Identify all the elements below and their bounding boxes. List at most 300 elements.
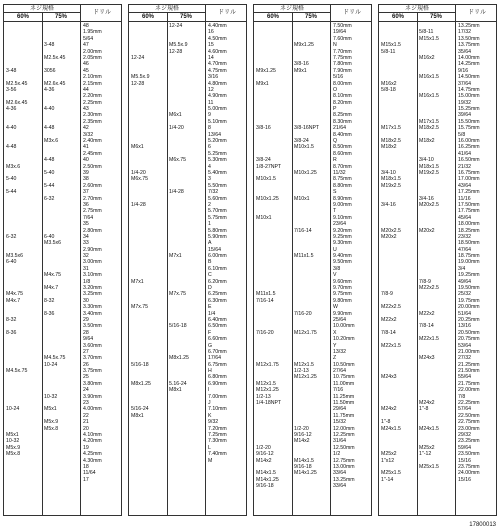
drill-size-cell: 2.80mm <box>83 227 102 234</box>
drill-size-cell: 7.50mm <box>333 23 352 29</box>
tap-75-cell: M18x2.5 <box>419 125 439 132</box>
drill-size-cell: 23/64 <box>333 221 346 228</box>
drill-size-cell: 5/16 <box>333 74 344 81</box>
drill-size-cell: 7.90mm <box>333 67 352 74</box>
drill-size-cell: 6.30mm <box>208 297 227 304</box>
drill-size-cell: 1.95mm <box>83 29 102 36</box>
tap-75-cell: M22x2 <box>419 310 435 317</box>
drill-size-cell: 5.70mm <box>208 208 227 215</box>
drill-size-cell: 4.70mm <box>208 61 227 68</box>
tap-60-cell: 3/4-16 <box>381 201 396 208</box>
drill-size-cell: 18 <box>83 463 89 470</box>
drill-size-cell: 11/16 <box>458 195 471 202</box>
drill-size-cell: 11/64 <box>83 470 96 477</box>
drill-size-cell: 13.25mm <box>333 476 355 483</box>
drill-size-cell: 23.50mm <box>458 451 480 458</box>
tap-60-cell: 3-56 <box>6 86 17 93</box>
drill-size-cell: 3.75mm <box>83 368 102 375</box>
drill-size-cell: 2.10mm <box>83 74 102 81</box>
tap-60-cell: 8-36 <box>6 329 17 336</box>
drill-size-cell: 43/64 <box>458 182 471 189</box>
drill-size-cell: 4.50mm <box>208 35 227 42</box>
drill-size-cell: 5.60mm <box>208 195 227 202</box>
drill-size-cell: 20.75mm <box>458 336 480 343</box>
drill-size-cell: 12 <box>208 86 214 93</box>
drill-size-cell: 25/32 <box>458 291 471 298</box>
drill-size-cell: 9/64 <box>83 336 94 343</box>
drill-size-cell: 9.90mm <box>333 310 352 317</box>
tap-75-cell: 1/4-28 <box>169 189 184 196</box>
drill-size-cell: B <box>208 259 212 266</box>
drill-size-cell: 21/64 <box>333 125 346 132</box>
tap-60-cell: 1/4-18NPT <box>256 400 282 407</box>
tap-75-cell: 3/8-16 <box>294 61 309 68</box>
tap-60-cell: 3-48 <box>6 67 17 74</box>
tap-60-cell: 1/2-20 <box>256 444 271 451</box>
drill-size-cell: 5.40mm <box>208 169 227 176</box>
drill-size-cell: 4 <box>208 163 211 170</box>
drill-size-cell: 3.90mm <box>83 393 102 400</box>
drill-size-cell: 9.30mm <box>333 240 352 247</box>
tap-60-cell: M12x1.25 <box>256 387 279 394</box>
tap-60-cell: 1"x12 <box>381 457 395 464</box>
tap-75-cell: M5x.9 <box>44 419 59 426</box>
tap-60-cell: M2.5x.45 <box>6 80 28 87</box>
tap-60-cell: 3/8-24 <box>256 157 271 164</box>
drill-size-cell: 1 <box>208 221 211 228</box>
drill-size-cell: 37/64 <box>458 80 471 87</box>
drill-size-cell: 7.25mm <box>208 432 227 438</box>
drill-size-cell: 22 <box>83 412 89 419</box>
tap-75-cell: 9/16-12 <box>294 432 312 438</box>
table-row <box>129 464 247 470</box>
drill-size-cell: 4.75mm <box>208 67 227 74</box>
drill-size-cell: 17.50mm <box>458 201 480 208</box>
drill-size-cell: 8.40mm <box>333 131 352 138</box>
tap-75-cell: 1/4-20 <box>169 125 184 132</box>
tap-60-cell: 1/2-13 <box>256 393 271 400</box>
tap-60-cell: 7/8-9 <box>381 291 393 298</box>
drill-size-cell: 8.50mm <box>333 144 352 151</box>
drill-size-cell: 9.00mm <box>333 201 352 208</box>
tap-75-cell: M9x1.25 <box>294 42 314 49</box>
footer-code: 17800013 <box>469 522 496 528</box>
drill-size-cell: 2.60mm <box>83 182 102 189</box>
header-drill-size: ドリル <box>205 5 247 22</box>
drill-size-cell: 12.00mm <box>333 425 355 432</box>
tap-75-cell: M8x1 <box>169 387 182 394</box>
tap-60-cell: 10-32 <box>6 438 20 445</box>
tap-60-cell: M5.5x.9 <box>131 74 150 81</box>
drill-size-cell: 19/64 <box>333 29 346 36</box>
tap-60-cell: M24x1.5 <box>381 425 401 432</box>
header-75: 75% <box>179 14 192 20</box>
tap-75-cell: 12-28 <box>169 48 183 55</box>
drill-size-cell: 29/64 <box>333 406 346 413</box>
drill-size-cell: 23/32 <box>458 233 471 240</box>
tap-60-cell: M10x1.5 <box>256 176 276 183</box>
tap-60-cell: M4.5x.75 <box>6 368 28 375</box>
tap-75-cell: M10x1.5 <box>294 144 314 151</box>
drill-size-cell: 35/64 <box>458 48 471 55</box>
rows <box>129 23 247 470</box>
drill-size-cell: 29/32 <box>458 432 471 438</box>
tap-60-cell: M7x1 <box>131 278 144 285</box>
tap-75-cell: M17x1.5 <box>419 118 439 125</box>
tap-75-cell: 7/16-20 <box>294 310 312 317</box>
drill-size-cell: 6.20mm <box>208 278 227 285</box>
drill-size-cell: 5.25mm <box>208 150 227 157</box>
drill-size-cell: 11.50mm <box>333 400 355 407</box>
drill-size-cell: 29 <box>83 316 89 323</box>
drill-size-cell: 14.50mm <box>458 74 480 81</box>
drill-size-cell: 21 <box>83 419 89 426</box>
drill-size-cell: 38 <box>83 176 89 183</box>
drill-size-cell: 4.80mm <box>208 80 227 87</box>
rows <box>254 23 372 490</box>
drill-size-cell: 4.10mm <box>83 432 102 438</box>
header-75: 75% <box>304 14 317 20</box>
drill-size-cell: 6.10mm <box>208 265 227 272</box>
drill-size-cell: 10.50mm <box>333 361 355 368</box>
drill-size-cell: 7.20mm <box>208 425 227 432</box>
drill-size-cell: 7/16 <box>333 387 344 394</box>
tap-60-cell: 1/8-27NPT <box>256 163 282 170</box>
drill-size-cell: 6.75mm <box>208 361 227 368</box>
drill-size-cell: 5/8 <box>458 131 466 138</box>
drill-size-cell: 16.75mm <box>458 169 480 176</box>
drill-size-cell: 42 <box>83 125 89 132</box>
drill-size-cell: 15/16 <box>458 457 471 464</box>
drill-size-cell: 44 <box>83 86 89 93</box>
drill-size-cell: 2.40mm <box>83 138 102 145</box>
tap-75-cell: M22x1.5 <box>419 336 439 343</box>
drill-size-cell: 5.10mm <box>208 118 227 125</box>
tap-60-cell: 5-44 <box>6 189 17 196</box>
drill-size-cell: 8.60mm <box>333 150 352 157</box>
drill-size-cell: 23.25mm <box>458 438 480 445</box>
drill-size-cell: 12.25mm <box>333 432 355 438</box>
drill-size-cell: 3.70mm <box>83 355 102 362</box>
tap-75-cell: 6-40 <box>44 233 55 240</box>
drill-size-cell: 19.75mm <box>458 297 480 304</box>
drill-size-cell: 6.80mm <box>208 374 227 381</box>
drill-size-cell: 3/8 <box>333 265 341 272</box>
drill-size-cell: 15/16 <box>458 476 471 483</box>
drill-size-cell: 4.40mm <box>208 23 227 29</box>
drill-size-cell: E <box>208 304 212 311</box>
tap-75-cell: 3-48 <box>44 42 55 49</box>
drill-size-cell: 12.75mm <box>333 457 355 464</box>
drill-size-cell: 9.10mm <box>333 214 352 221</box>
tap-75-cell: M6x1 <box>169 112 182 119</box>
tap-75-cell: 3056 <box>44 67 56 74</box>
tap-75-cell: 6-32 <box>44 195 55 202</box>
tap-75-cell: 3/4-16 <box>419 195 434 202</box>
drill-size-cell: 4.20mm <box>83 438 102 445</box>
table-row <box>254 483 372 489</box>
drill-size-cell: 22.75mm <box>458 419 480 426</box>
drill-size-cell: 5.20mm <box>208 138 227 145</box>
drill-size-cell: 7/8 <box>458 393 466 400</box>
drill-size-cell: Q <box>333 138 338 145</box>
drill-size-cell: 2.70mm <box>83 195 102 202</box>
tap-75-cell: M20x2.5 <box>419 201 439 208</box>
drill-size-cell: 21.75mm <box>458 380 480 387</box>
tap-75-cell: 7/8-14 <box>419 323 434 330</box>
tap-60-cell: M12x1.75 <box>256 361 279 368</box>
drill-size-cell: 15/32 <box>333 419 346 426</box>
drill-size-cell: 8 <box>208 125 211 132</box>
tap-60-cell: M18x1.5 <box>381 176 401 183</box>
header-drill-size: ドリル <box>80 5 122 22</box>
drill-size-cell: 7.00mm <box>208 393 227 400</box>
tap-60-cell: 7/8-14 <box>381 329 396 336</box>
drill-size-cell: 3.60mm <box>83 342 102 349</box>
drill-size-cell: Y <box>333 342 337 349</box>
drill-size-cell: 32 <box>83 253 89 260</box>
tap-60-cell: 5/16-18 <box>131 361 149 368</box>
drill-size-cell: 26 <box>83 361 89 368</box>
tap-75-cell: M24x2 <box>419 400 435 407</box>
tap-75-cell: 3/8-16NPT <box>294 125 320 132</box>
tap-75-cell: M20x2 <box>419 227 435 234</box>
drill-size-cell: 2.25mm <box>83 99 102 106</box>
drill-size-cell: 19.50mm <box>458 285 480 292</box>
header-60: 60% <box>141 14 154 20</box>
drill-size-cell: 17.75mm <box>458 208 480 215</box>
tap-60-cell: M11x1.5 <box>256 291 276 298</box>
drill-size-cell: H <box>208 368 212 375</box>
drill-size-cell: 23.00mm <box>458 425 480 432</box>
drill-size-cell: 20 <box>83 425 89 432</box>
tap-60-cell: 4-48 <box>6 144 17 151</box>
tap-60-cell: 1/4-20 <box>131 169 146 176</box>
drill-size-cell: S <box>333 189 337 196</box>
tap-60-cell: M24x3 <box>381 374 397 381</box>
tap-75-cell: 9/16-18 <box>294 463 312 470</box>
tap-60-cell: M17x1.5 <box>381 125 401 132</box>
drill-size-cell: T <box>333 208 337 215</box>
drill-size-cell: 31 <box>83 265 89 272</box>
drill-size-cell: 6.00mm <box>208 253 227 260</box>
drill-size-cell: 1/2 <box>333 451 341 458</box>
tap-75-cell: M12x1.75 <box>294 329 317 336</box>
drill-size-cell: 2.20mm <box>83 93 102 100</box>
tap-60-cell: M14x1.5 <box>256 470 276 477</box>
tap-75-cell: 5-44 <box>44 182 55 189</box>
drill-size-cell: 11.75mm <box>333 412 355 419</box>
tap-75-cell: 10-32 <box>44 393 58 400</box>
tap-60-cell: 5-40 <box>6 176 17 183</box>
tap-60-cell: 3/8-16 <box>256 125 271 132</box>
drill-size-cell: 24.00mm <box>458 470 480 477</box>
tap-75-cell: M12x1.25 <box>294 374 317 381</box>
panel-2 <box>128 4 247 516</box>
tap-75-cell: M4.5x.75 <box>44 355 66 362</box>
drill-size-cell: 9/16 <box>458 67 469 74</box>
drill-size-cell: 27/32 <box>458 355 471 362</box>
drill-size-cell: 3/32 <box>83 131 94 138</box>
tap-60-cell: 5/8-11 <box>381 48 396 55</box>
header-title: ネジ規格 <box>254 5 330 13</box>
drill-size-cell: 17.00mm <box>458 176 480 183</box>
tap-75-cell: M5x.8 <box>44 425 59 432</box>
drill-size-cell: 2.00mm <box>83 48 102 55</box>
drill-size-cell: 41 <box>83 144 89 151</box>
tap-60-cell: M25x1.5 <box>381 470 401 477</box>
drill-size-cell: 11/32 <box>333 169 346 176</box>
drill-size-cell: 7.75mm <box>333 54 352 61</box>
table-row <box>4 477 122 483</box>
tap-60-cell: M5x.9 <box>6 444 21 451</box>
drill-size-cell: 19.00mm <box>458 259 480 266</box>
drill-size-cell: 4.30mm <box>83 457 102 464</box>
drill-size-cell: 45/64 <box>458 214 471 221</box>
drill-size-cell: 9.40mm <box>333 253 352 260</box>
drill-size-cell: U <box>333 246 337 253</box>
drill-size-cell: 17/32 <box>458 29 471 36</box>
tap-75-cell: M14x2 <box>294 438 310 445</box>
header-60: 60% <box>16 14 29 20</box>
drill-size-cell: 14.25mm <box>458 61 480 68</box>
tap-75-cell: 1/2-20 <box>294 425 309 432</box>
tap-60-cell: 5/16-24 <box>131 406 149 413</box>
drill-size-cell: 8.75mm <box>333 176 352 183</box>
tap-60-cell: M22x1.5 <box>381 342 401 349</box>
tap-75-cell: 8-36 <box>44 310 55 317</box>
drill-size-cell: 13.75mm <box>458 42 480 49</box>
drill-size-cell: 43 <box>83 106 89 113</box>
drill-size-cell: 27/64 <box>333 368 346 375</box>
drill-size-cell: 17.25mm <box>458 189 480 196</box>
tap-75-cell: 8-32 <box>44 297 55 304</box>
drill-size-cell: 7/32 <box>208 189 219 196</box>
tap-75-cell: M25x2 <box>419 444 435 451</box>
tap-75-cell: 1"-8 <box>419 406 429 413</box>
tap-60-cell: M2.6x.45 <box>6 99 28 106</box>
drill-size-cell: D <box>208 285 212 292</box>
tap-75-cell: M14x1.5 <box>294 457 314 464</box>
drill-size-cell: 18.75mm <box>458 253 480 260</box>
tap-75-cell: M7x.75 <box>169 291 187 298</box>
drill-size-cell: 35 <box>83 221 89 228</box>
tap-60-cell: 4-36 <box>6 106 17 113</box>
drill-size-cell: 46 <box>83 61 89 68</box>
drill-size-cell: 31/64 <box>333 438 346 445</box>
drill-size-cell: 27 <box>83 348 89 355</box>
tap-75-cell: 4-36 <box>44 86 55 93</box>
tap-75-cell: 5/8-11 <box>419 29 434 36</box>
header-drill-size: ドリル <box>330 5 372 22</box>
drill-size-cell: 45 <box>83 67 89 74</box>
drill-size-cell: 39 <box>83 169 89 176</box>
drill-size-cell: 3.50mm <box>83 323 102 330</box>
drill-size-cell: 21.00mm <box>458 348 480 355</box>
tap-75-cell: M8x1.25 <box>169 355 189 362</box>
drill-size-cell: 20.00mm <box>458 304 480 311</box>
drill-size-cell: 21/32 <box>458 163 471 170</box>
tap-60-cell: M7x.75 <box>131 304 149 311</box>
tap-60-cell: 1"-8 <box>381 419 391 426</box>
drill-size-cell: 9.20mm <box>333 227 352 234</box>
tap-75-cell: M14x1.25 <box>294 470 317 477</box>
drill-size-cell: 37 <box>83 189 89 196</box>
drill-size-cell: 19/32 <box>458 99 471 106</box>
tap-60-cell: M14x1.25 <box>256 476 279 483</box>
tap-75-cell: M3x.6 <box>44 138 59 145</box>
tap-75-cell: 12-24 <box>169 23 183 29</box>
drill-size-cell: 3.30mm <box>83 304 102 311</box>
tap-60-cell: M3.5x6 <box>6 253 24 260</box>
drill-size-cell: C <box>208 272 212 279</box>
tap-60-cell: 3/4-10 <box>381 169 396 176</box>
panel-1 <box>3 4 122 516</box>
tap-60-cell: M3x.6 <box>6 163 21 170</box>
tap-60-cell: M8x1 <box>131 412 144 419</box>
drill-size-cell: 17/64 <box>208 355 221 362</box>
drill-size-cell: 16.50mm <box>458 157 480 164</box>
drill-size-cell: 11.25mm <box>333 393 355 400</box>
tap-75-cell: M2.6x.45 <box>44 80 66 87</box>
tap-60-cell: M15x1.5 <box>381 42 401 49</box>
drill-size-cell: 10.20mm <box>333 336 355 343</box>
drill-size-cell: 2.50mm <box>83 163 102 170</box>
drill-size-cell: 3.25mm <box>83 291 102 298</box>
tap-60-cell: 9/16-12 <box>256 451 274 458</box>
drill-size-cell: 16.00mm <box>458 138 480 145</box>
drill-size-cell: 15.25mm <box>458 106 480 113</box>
drill-size-cell: 9.70mm <box>333 285 352 292</box>
drill-size-cell: 33/64 <box>333 470 346 477</box>
tap-60-cell: 12-28 <box>131 80 145 87</box>
tap-75-cell: M5x1 <box>44 406 57 413</box>
tap-75-cell: 3/8-24 <box>294 138 309 145</box>
drill-size-cell: 13.25mm <box>458 23 480 29</box>
drill-size-cell: 9.50mm <box>333 259 352 266</box>
drill-size-cell: 3.00mm <box>83 259 102 266</box>
header-60: 60% <box>391 14 404 20</box>
table-row <box>379 477 497 483</box>
drill-size-cell: 48 <box>83 23 89 29</box>
tap-60-cell: M22x2 <box>381 316 397 323</box>
drill-size-cell: 10.00mm <box>333 323 355 330</box>
tap-60-cell: M6x.75 <box>131 176 149 183</box>
tap-75-cell: 5/16-18 <box>169 323 187 330</box>
tap-60-cell: M14x2 <box>256 457 272 464</box>
drill-size-cell: 25 <box>83 374 89 381</box>
panel-3 <box>253 4 372 516</box>
drill-size-cell: 8.10mm <box>333 93 352 100</box>
drill-size-cell: A <box>208 240 212 247</box>
drill-size-cell: 5/64 <box>83 35 94 42</box>
tap-75-cell: M10x1 <box>294 195 310 202</box>
tap-60-cell: 12-24 <box>131 54 145 61</box>
drill-size-cell: 5.80mm <box>208 227 227 234</box>
drill-size-cell: 2.45mm <box>83 150 102 157</box>
tap-75-cell: M16x1.5 <box>419 74 439 81</box>
tap-60-cell: M8x1.25 <box>131 380 151 387</box>
tap-75-cell: M22x2.5 <box>419 285 439 292</box>
tap-60-cell: M18x2.5 <box>381 138 401 145</box>
drill-size-cell: 36 <box>83 201 89 208</box>
drill-size-cell: 57/64 <box>458 406 471 413</box>
drill-size-cell: 7.70mm <box>333 48 352 55</box>
drill-size-cell: 14.75mm <box>458 86 480 93</box>
rows <box>379 23 497 483</box>
tap-75-cell: M2.5x.45 <box>44 54 66 61</box>
drill-size-cell: 2 <box>208 201 211 208</box>
